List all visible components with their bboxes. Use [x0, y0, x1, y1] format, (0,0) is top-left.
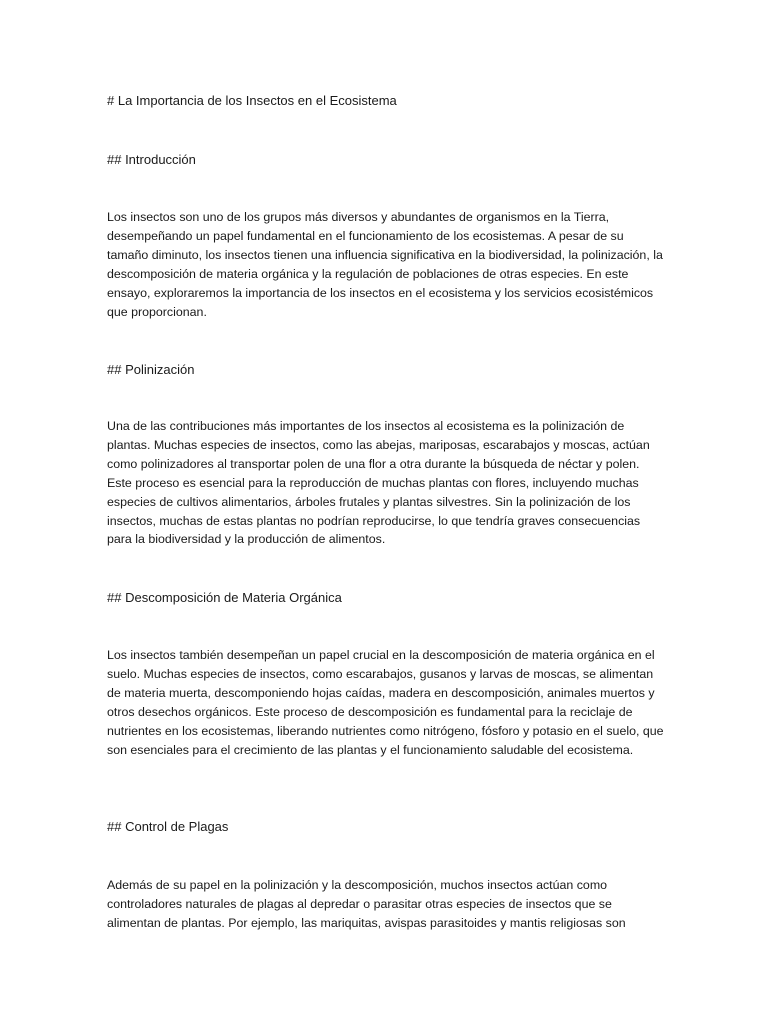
section-body-control-plagas: Además de su papel en la polinización y la descomposición, muchos insectos actúan como controladores naturales de plagas al depredar o parasitar otras especies de insectos que se alimentan de plantas. Por ejemplo, las mariquitas, avispas parasitoides y mantis religiosas son	[107, 878, 626, 930]
document-title: # La Importancia de los Insectos en el Ecosistema	[107, 93, 397, 108]
section-body-descomposicion: Los insectos también desempeñan un papel crucial en la descomposición de materia orgánica en el suelo. Muchas especies de insectos, como escarabajos, gusanos y larvas de moscas, se alimentan de materia muerta, descomponiendo hojas caídas, madera en descomposición, animales muertos y otros desechos orgánicos. Este proceso de descomposición es fundamental para la reciclaje de nutrientes en los ecosistemas, liberando nutrientes como nitrógeno, fósforo y potasio en el suelo, que son esenciales para el crecimiento de las plantas y el funcionamiento saludable del ecosistema.	[107, 648, 664, 757]
section-heading-polinizacion: ## Polinización	[107, 362, 195, 377]
section-heading-control-plagas: ## Control de Plagas	[107, 819, 229, 834]
section-body-polinizacion: Una de las contribuciones más importantes de los insectos al ecosistema es la polinización de plantas. Muchas especies de insectos, como las abejas, mariposas, escarabajos y moscas, actúan como polinizadores al transportar polen de una flor a otra durante la búsqueda de néctar y polen. Este proceso es esencial para la reproducción de muchas plantas con flores, incluyendo muchas especies de cultivos alimentarios, árboles frutales y plantas silvestres. Sin la polinización de los insectos, muchas de estas plantas no podrían reproducirse, lo que tendría graves consecuencias para la biodiversidad y la producción de alimentos.	[107, 419, 650, 547]
section-heading-introduccion: ## Introducción	[107, 152, 196, 167]
section-heading-descomposicion: ## Descomposición de Materia Orgánica	[107, 590, 342, 605]
section-body-introduccion: Los insectos son uno de los grupos más diversos y abundantes de organismos en la Tierra, desempeñando un papel fundamental en el funcionamiento de los ecosistemas. A pesar de su tamaño diminuto, los insectos tienen una influencia significativa en la biodiversidad, la polinización, la descomposición de materia orgánica y la regulación de poblaciones de otras especies. En este ensayo, exploraremos la importancia de los insectos en el ecosistema y los servicios ecosistémicos que proporcionan.	[107, 210, 663, 319]
